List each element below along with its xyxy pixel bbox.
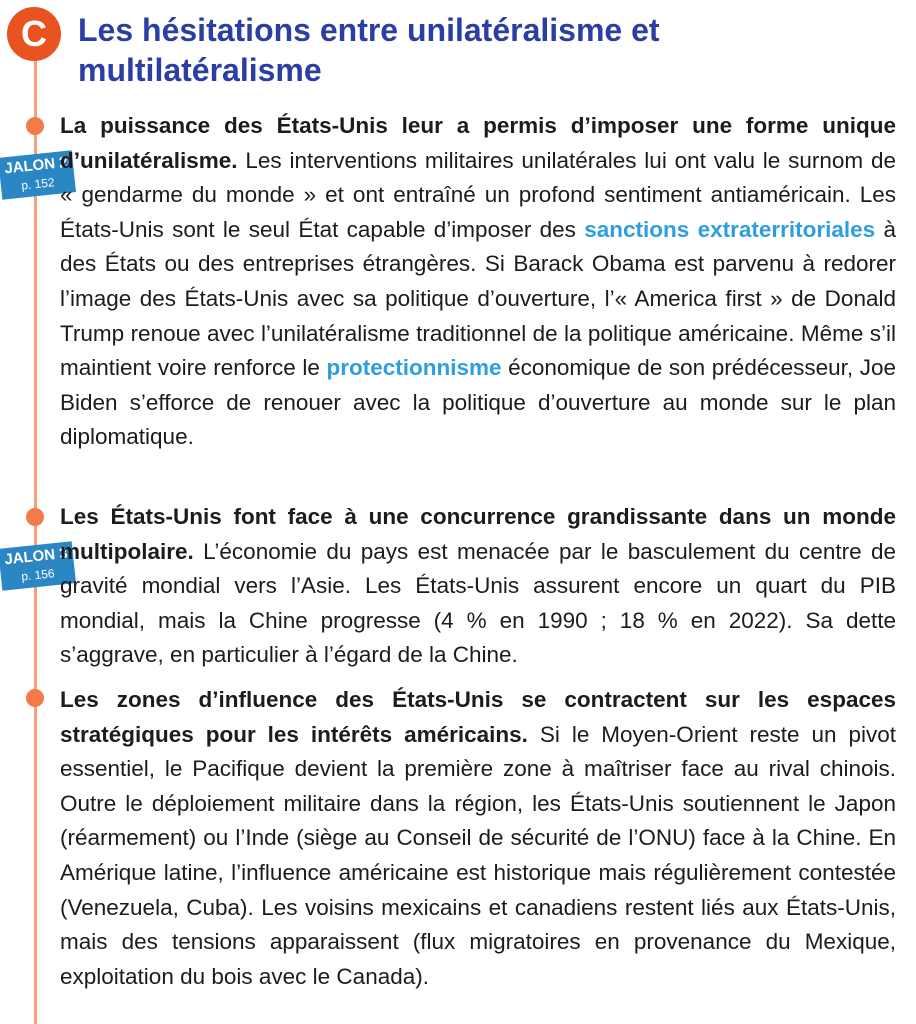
keyword-link[interactable]: sanctions extraterritoriales: [584, 216, 876, 242]
jalon-page: p. 156: [20, 566, 56, 584]
bullet-dot: [26, 117, 44, 135]
paragraph-text: Si le Moyen-Orient reste un pivot essentiel, le Pacifique devient la première zone à maîtriser face au rival chinois. Outre le déploiement militaire dans la région, les États-Unis soutiennent le Japon (réarmement) ou l’Inde (siège au Conseil de sécurité de l’ONU) face à la Chine. En Amérique latine, l’influence américaine est historique mais régulièrement contestée (Venezuela, Cuba). Les voisins mexicains et canadiens restent liés aux États-Unis, mais des tensions apparaissent (flux migratoires en provenance du Mexique, exploitation du bois avec le Canada).: [60, 721, 896, 989]
section-letter-badge: C: [7, 7, 61, 61]
paragraph-lead: Les États-Unis font face à une concurrence grandissante dans un monde multipolaire.: [60, 504, 896, 564]
paragraph-text: Les interventions militaires unilatérales lui ont valu le surnom de « gendarme du monde » et ont entraîné un profond sentiment antiaméricain. Les États-Unis sont le seul État capable d’imposer des: [60, 147, 896, 242]
paragraph-text: à des États ou des entreprises étrangères. Si Barack Obama est parvenu à redorer l’image des États-Unis avec sa politique d’ouverture, l’« America first » de Donald Trump renoue avec l’unilatéralisme traditionnel de la politique américaine. Même s’il maintient voire renforce le: [60, 216, 896, 381]
paragraph-lead: La puissance des États-Unis leur a permis d’imposer une forme unique d’unilatéralisme.: [60, 113, 896, 173]
jalon-page: p. 152: [20, 175, 56, 193]
paragraph-lead: Les zones d’influence des États-Unis se contractent sur les espaces stratégiques pour les intérêts américains.: [60, 687, 896, 747]
jalon-label: JALON 3: [3, 544, 69, 569]
bullet-dot: [26, 689, 44, 707]
section-title: Les hésitations entre unilatéralisme et multilatéralisme: [78, 12, 660, 88]
keyword-link[interactable]: protectionnisme: [326, 355, 502, 381]
paragraph-multipolar: [60, 500, 896, 673]
paragraph-unilateralism: [60, 109, 896, 455]
jalon-label: JALON 2: [3, 153, 69, 178]
paragraph-text: économique de son prédécesseur, Joe Biden s’efforce de renouer avec la politique d’ouverture au monde sur le plan diplomatique.: [60, 355, 897, 450]
paragraph-text: L’économie du pays est menacée par le basculement du centre de gravité mondial vers l’Asie. Les États-Unis assurent encore un quart du PIB mondial, mais la Chine progresse (4 % en 1990 ; 18 % en 2022). Sa dette s’aggrave, en particulier à l’égard de la Chine.: [60, 538, 896, 668]
paragraph-influence-zones: [60, 683, 896, 994]
bullet-dot: [26, 508, 44, 526]
